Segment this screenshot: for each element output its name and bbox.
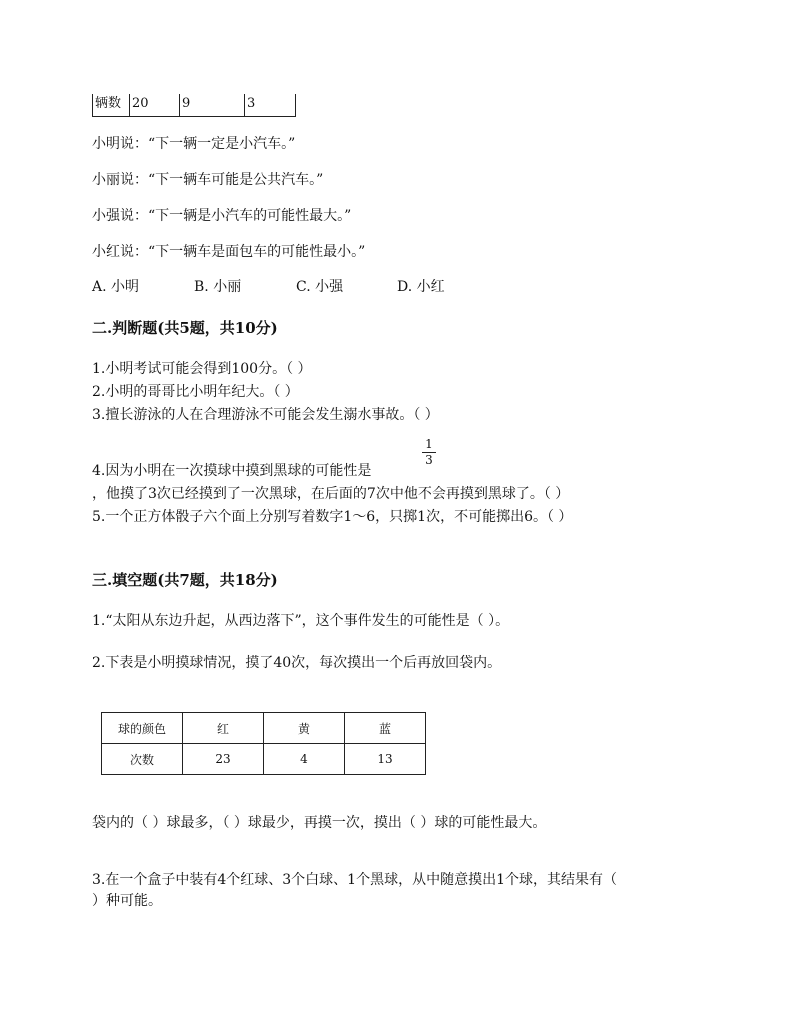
fill-question-1: 1.“太阳从东边升起，从西边落下”，这个事件发生的可能性是（ ）。: [92, 613, 510, 629]
fill-question-2: 2.下表是小明摸球情况，摸了40次，每次摸出一个后再放回袋内。: [92, 655, 502, 671]
table-header-row: [102, 713, 426, 744]
table-cell: 次数: [102, 744, 183, 775]
table-cell: 23: [183, 744, 264, 775]
fill-question-3-part2: ）种可能。: [92, 893, 162, 909]
table-header-cell: 黄: [264, 713, 345, 744]
table-value-cell: 9: [180, 94, 245, 116]
statement-xiaohong: 小红说：“下一辆车是面包车的可能性最小。”: [92, 244, 366, 260]
judge-question-2: 2.小明的哥哥比小明年纪大。（ ）: [92, 384, 299, 400]
option-a: A. 小明: [92, 279, 140, 295]
table-header-cell: 红: [183, 713, 264, 744]
judge-question-5: 5.一个正方体骰子六个面上分别写着数字1～6，只掷1次，不可能掷出6。（ ）: [92, 509, 573, 525]
option-b: B. 小丽: [194, 279, 242, 295]
fill-question-2-answer: 袋内的（ ）球最多，（ ）球最少，再摸一次，摸出（ ）球的可能性最大。: [92, 815, 547, 831]
statement-xiaoli: 小丽说：“下一辆车可能是公共汽车。”: [92, 172, 324, 188]
ball-draw-table: [101, 712, 426, 775]
judge-question-3: 3.擅长游泳的人在合理游泳不可能会发生溺水事故。（ ）: [92, 407, 439, 423]
fraction-denominator: 3: [425, 453, 433, 467]
table-header-cell: 球的颜色: [102, 713, 183, 744]
table-row: [102, 744, 426, 775]
section-2-heading: 二.判断题(共5题，共10分): [92, 319, 278, 337]
judge-question-1: 1.小明考试可能会得到100分。（ ）: [92, 361, 312, 377]
option-d: D. 小红: [397, 279, 445, 295]
table-header-cell: 蓝: [345, 713, 426, 744]
fraction-one-third: [422, 438, 436, 467]
judge-question-4-part1: 4.因为小明在一次摸球中摸到黑球的可能性是: [92, 463, 372, 479]
table-value-cell: 3: [245, 94, 296, 116]
section-3-heading: 三.填空题(共7题，共18分): [92, 571, 278, 589]
statement-xiaoqiang: 小强说：“下一辆是小汽车的可能性最大。”: [92, 208, 352, 224]
option-c: C. 小强: [296, 279, 344, 295]
table-cell: 4: [264, 744, 345, 775]
table-cell: 13: [345, 744, 426, 775]
table-value-cell: 20: [130, 94, 180, 116]
fraction-numerator: 1: [425, 437, 433, 451]
table-label-cell: 辆数: [92, 94, 130, 116]
statement-xiaoming: 小明说：“下一辆一定是小汽车。”: [92, 136, 296, 152]
judge-question-4-part2: ，他摸了3次已经摸到了一次黑球，在后面的7次中他不会再摸到黑球了。（ ）: [92, 486, 570, 502]
fill-question-3-part1: 3.在一个盒子中装有4个红球、3个白球、1个黑球，从中随意摸出1个球，其结果有（: [92, 872, 617, 888]
vehicle-count-table: [92, 94, 296, 117]
